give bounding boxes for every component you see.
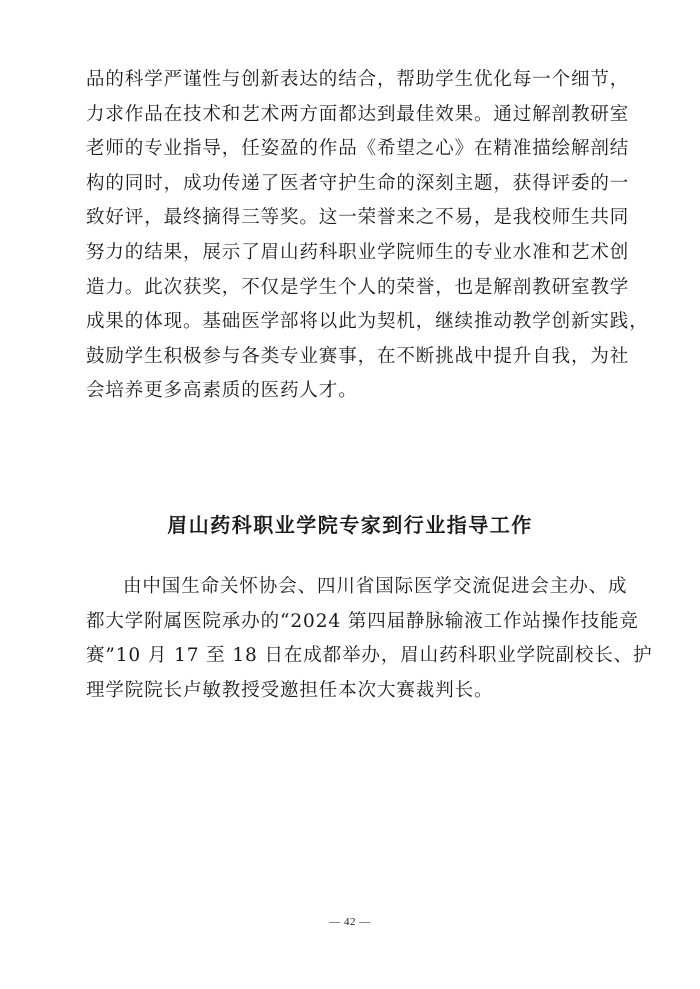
paragraph-line: 理学院院长卢敏教授受邀担任本次大赛裁判长。 xyxy=(86,679,494,701)
section-title: 眉山药科职业学院专家到行业指导工作 xyxy=(167,513,533,537)
paragraph-line: 老师的专业指导，任姿盈的作品《希望之心》在精准描绘解剖结 xyxy=(86,138,630,160)
paragraph-line: 构的同时，成功传递了医者守护生命的深刻主题，获得评委的一 xyxy=(86,172,630,194)
paragraph-line: 致好评，最终摘得三等奖。这一荣誉来之不易，是我校师生共同 xyxy=(86,207,630,229)
paragraph-line: 成果的体现。基础医学部将以此为契机，继续推动教学创新实践， xyxy=(86,311,649,333)
paragraph-line: 力求作品在技术和艺术两方面都达到最佳效果。通过解剖教研室 xyxy=(86,103,630,125)
paragraph-line: 造力。此次获奖，不仅是学生个人的荣誉，也是解剖教研室教学 xyxy=(86,276,630,298)
page-number: — 42 — xyxy=(329,916,371,928)
paragraph-line: 鼓励学生积极参与各类专业赛事，在不断挑战中提升自我，为社 xyxy=(86,345,630,367)
paragraph-award-summary xyxy=(86,63,649,409)
paragraph-line: 都大学附属医院承办的“2024 第四届静脉输液工作站操作技能竞 xyxy=(86,610,639,632)
paragraph-line: 会培养更多高素质的医药人才。 xyxy=(86,380,358,402)
paragraph-line: 品的科学严谨性与创新表达的结合，帮助学生优化每一个细节， xyxy=(86,69,630,90)
paragraph-expert-guidance xyxy=(86,570,653,708)
paragraph-line: 由中国生命关怀协会、四川省国际医学交流促进会主办、成 xyxy=(123,576,628,597)
paragraph-line: 赛”10 月 17 至 18 日在成都举办，眉山药科职业学院副校长、护 xyxy=(86,645,653,667)
paragraph-line: 努力的结果，展示了眉山药科职业学院师生的专业水准和艺术创 xyxy=(86,241,630,263)
